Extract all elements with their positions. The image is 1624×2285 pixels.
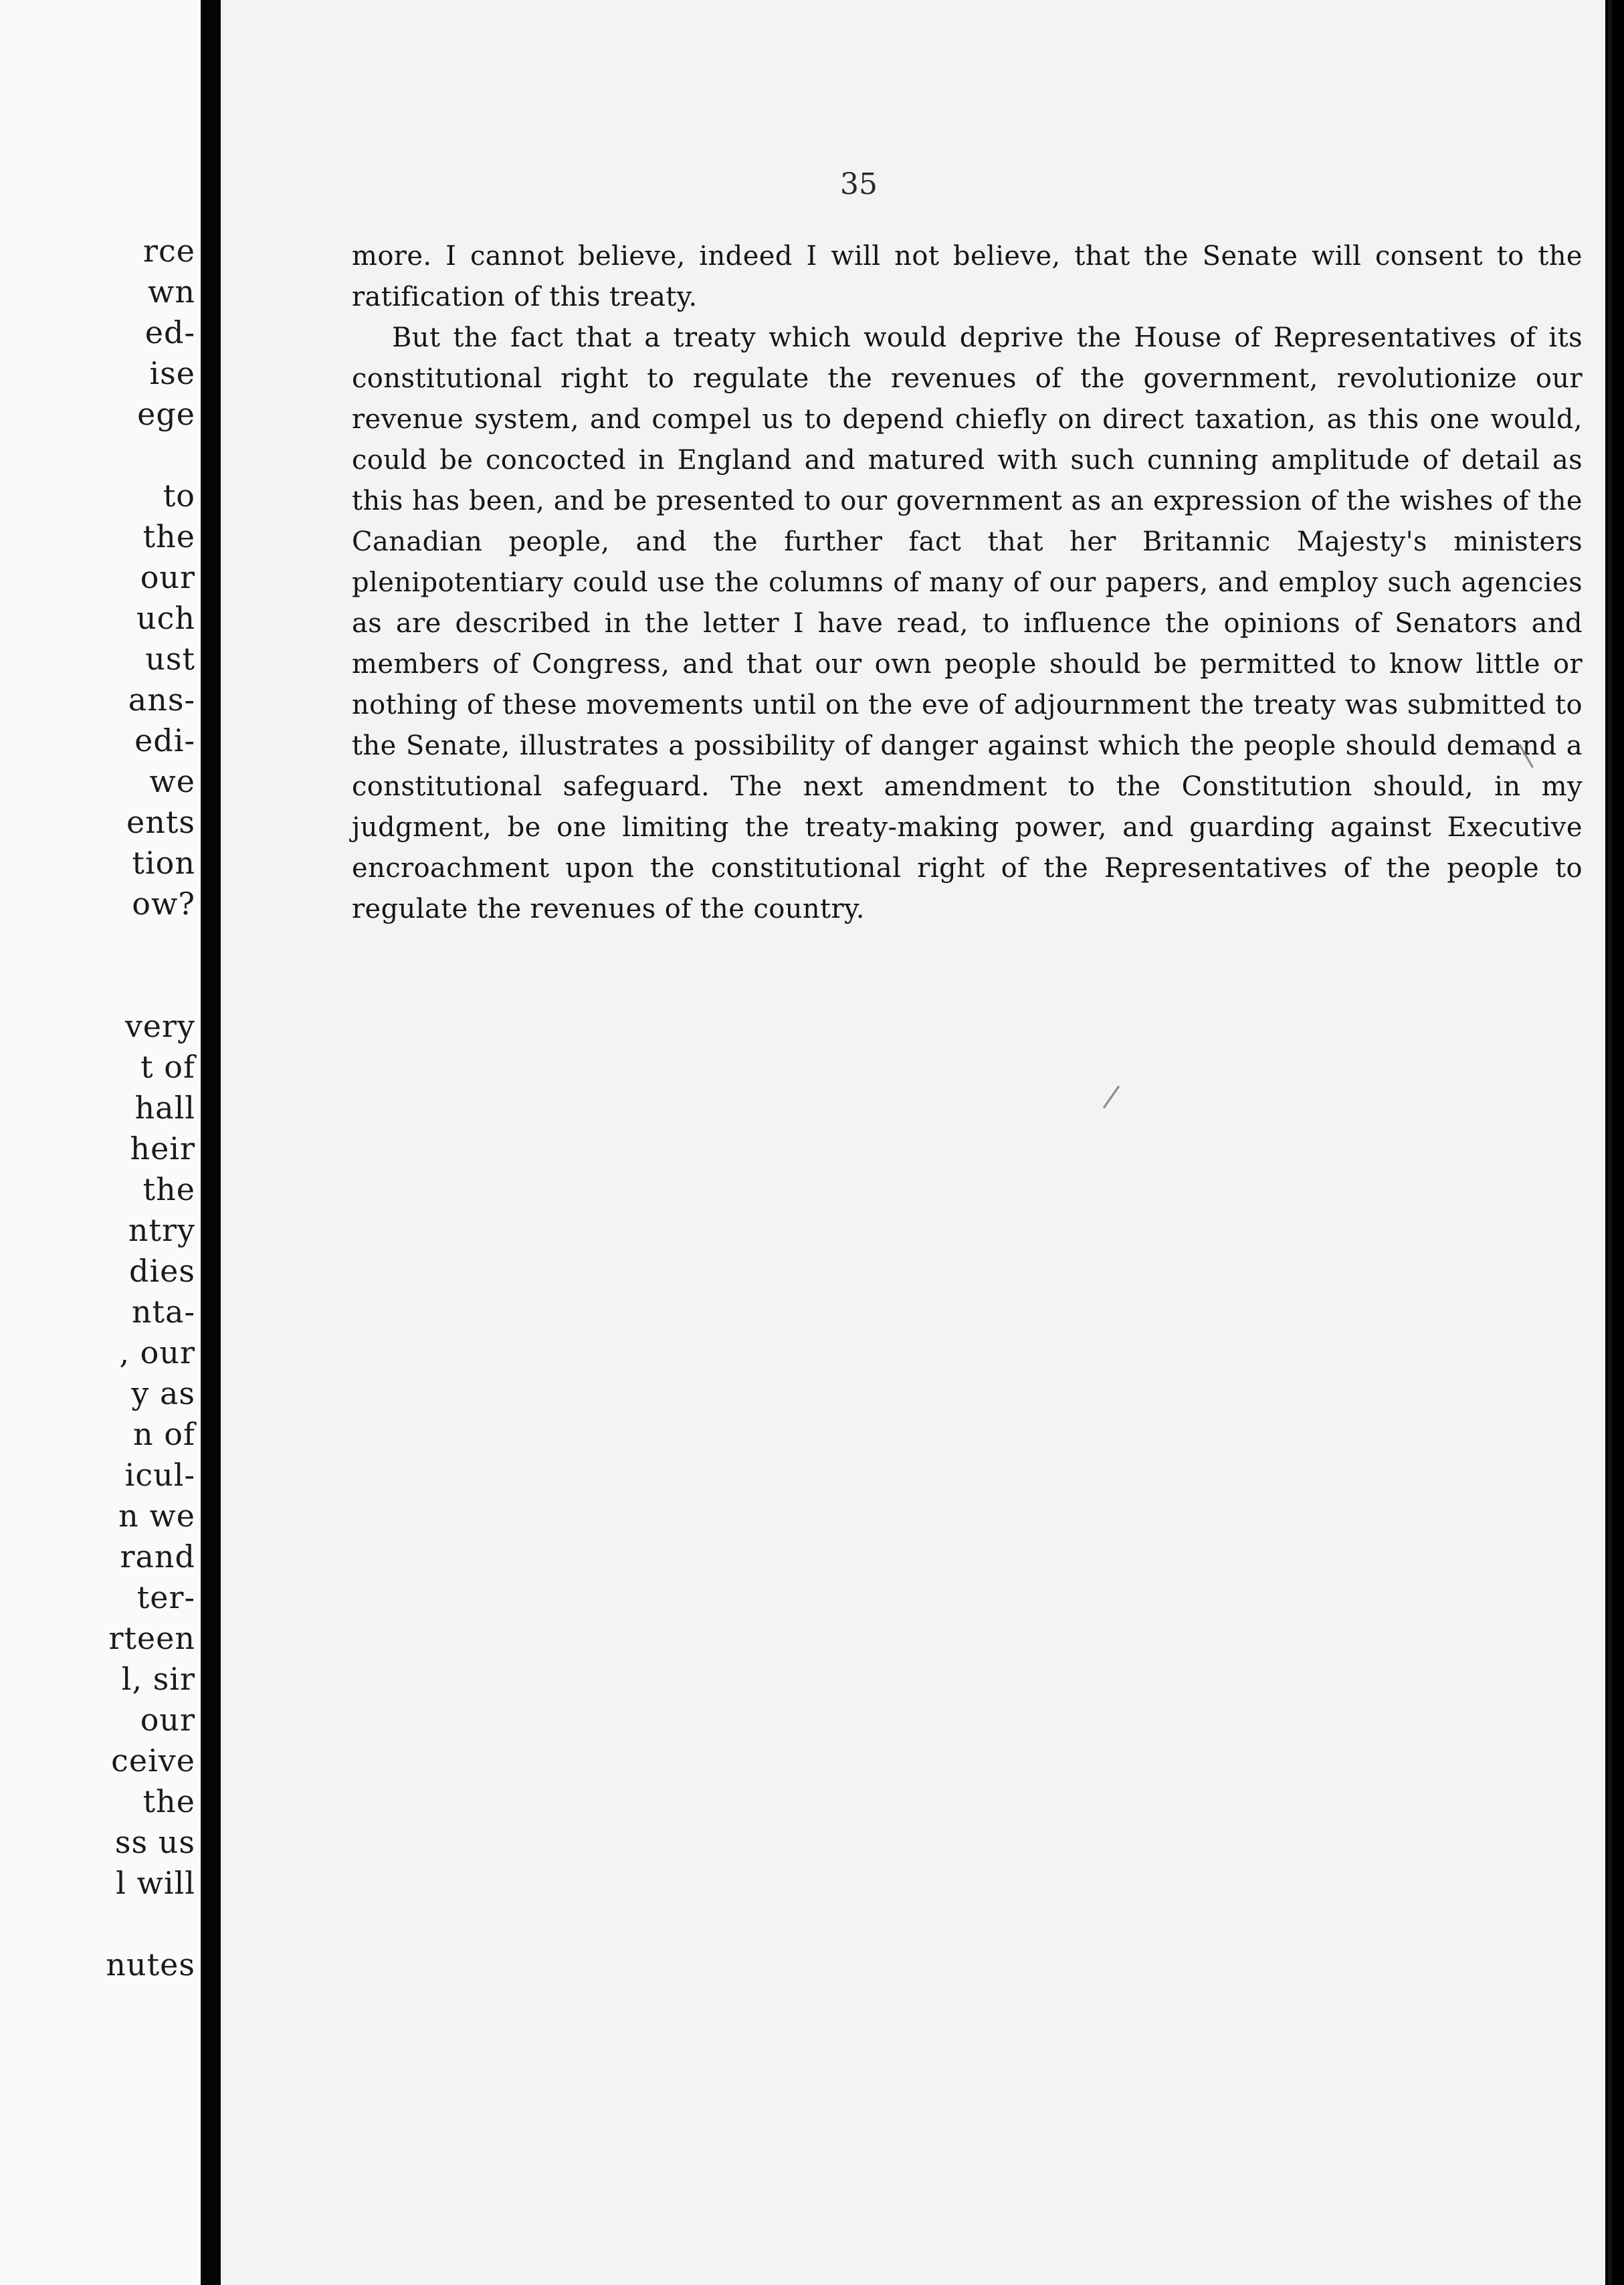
facing-page-text-fragments: rce wn ed- ise ege to the our uch ust ans- edi- we ents tion ow? very t of hall heir the ntry dies nta- , our y as n of icul- n we rand ter- rteen l, sir our ceive the ss us l will nutes [106, 233, 195, 1983]
main-page [221, 0, 1605, 2285]
book-gutter [201, 0, 221, 2285]
scan-artifact-mark [1103, 1086, 1120, 1108]
facing-page [0, 0, 201, 2285]
paragraph-continuation: more. I cannot believe, indeed I will not believe, that the Senate will consent to the ratification of this treaty. [352, 241, 1583, 312]
page-edge [1608, 0, 1612, 2285]
body-text [352, 236, 1583, 930]
paragraph-treaty: But the fact that a treaty which would deprive the House of Representatives of its constitutional right to regulate the revenues of the government, revolutionize our revenue system, and compel us to depend chiefly on direct taxation, as this one would, could be concocted in England and matured with such cunning amplitude of detail as this has been, and be presented to our government as an expression of the wishes of the Canadian people, and the further fact that her Britannic Majesty's ministers plenipotentiary could use the columns of many of our papers, and employ such agencies as are described in the letter I have read, to influence the opinions of Senators and members of Congress, and that our own people should be permitted to know little or nothing of these movements until on the eve of adjournment the treaty was submitted to the Senate, illustrates a possibility of danger against which the people should demand a constitutional safeguard. The next amendment to the Constitution should, in my judgment, be one limiting the treaty-making power, and guarding against Executive encroachment upon the constitutional right of the Representatives of the people to regulate the revenues of the country. [352, 322, 1583, 924]
page-number: 35 [840, 167, 878, 201]
